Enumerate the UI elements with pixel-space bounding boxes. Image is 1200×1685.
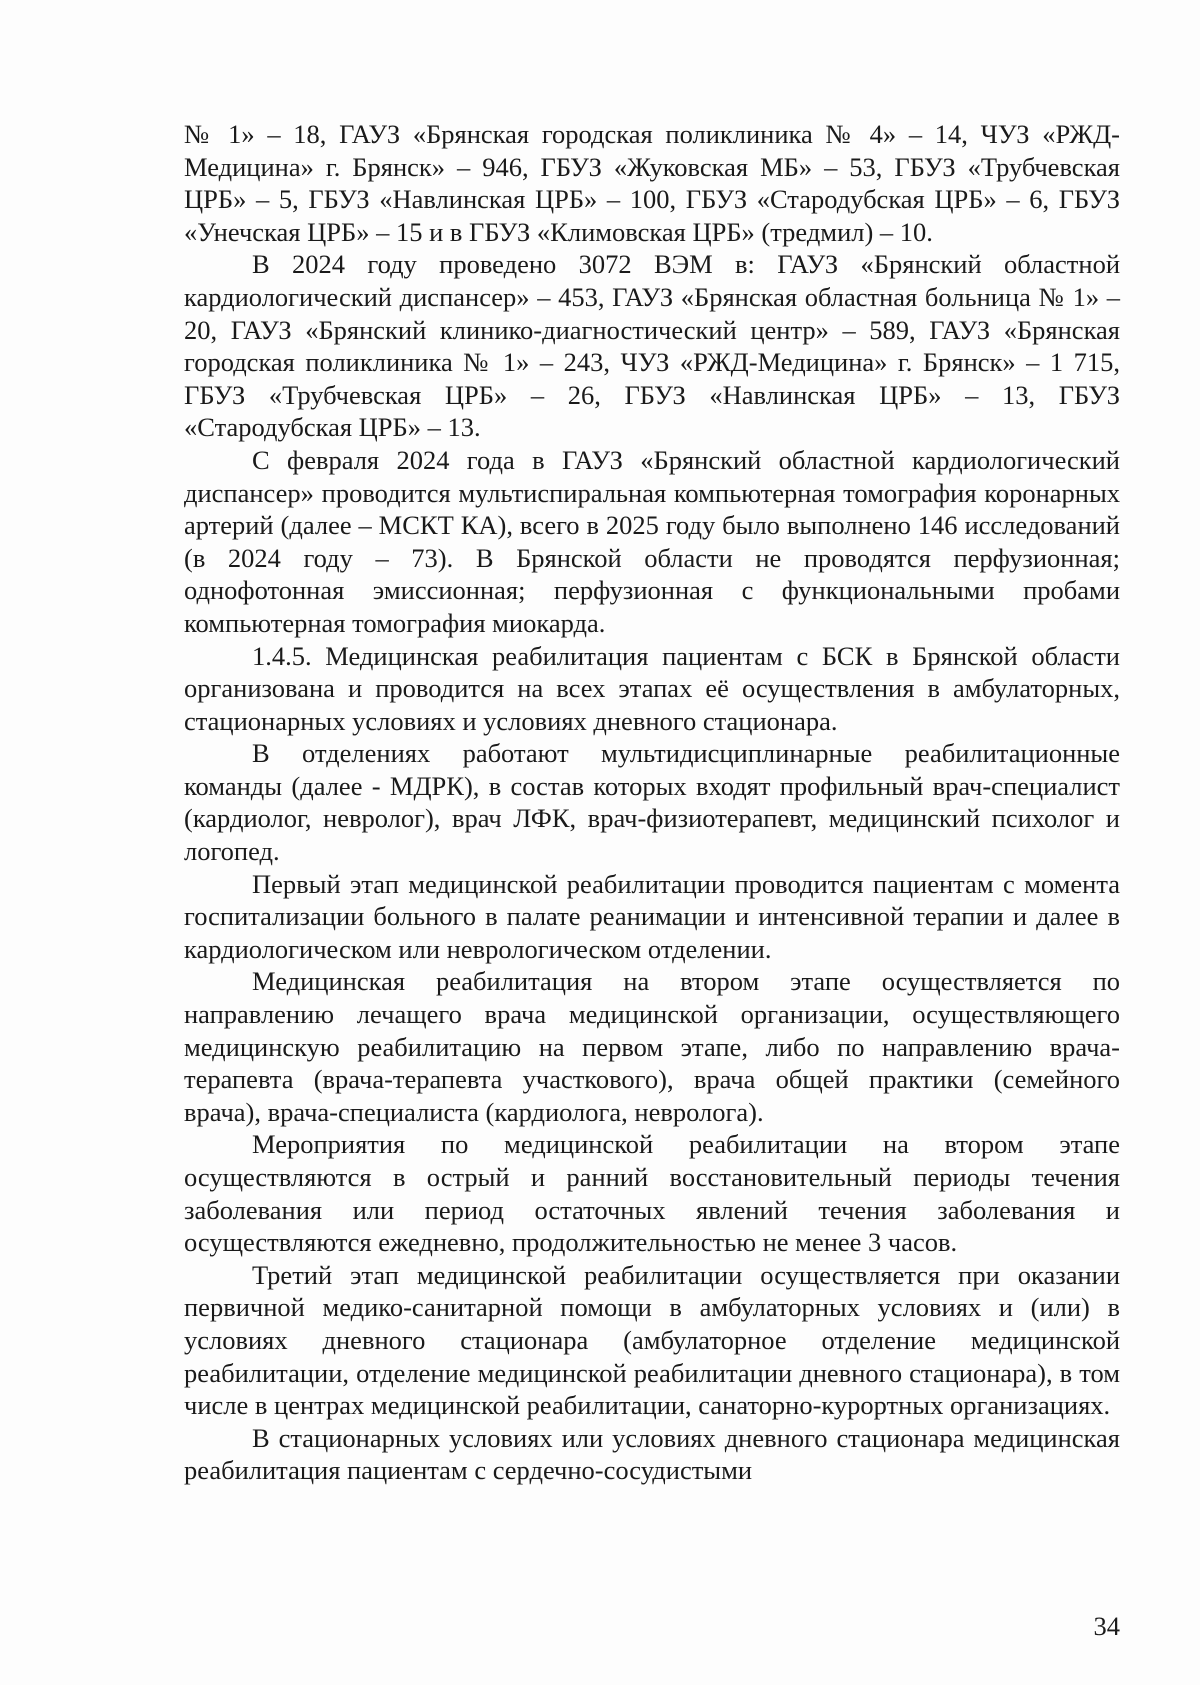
paragraph-first-stage: Первый этап медицинской реабилитации проводится пациентам с момента госпитализации больного в палате реанимации и интенсивной терапии и далее в кардиологическом или неврологическом отделении.: [184, 868, 1120, 964]
paragraph-continuation: № 1» – 18, ГАУЗ «Брянская городская поликлиника № 4» – 14, ЧУЗ «РЖД-Медицина» г. Брянск» – 946, ГБУЗ «Жуковская МБ» – 53, ГБУЗ «Трубчевская ЦРБ» – 5, ГБУЗ «Навлинская ЦРБ» – 100, ГБУЗ «Стародубская ЦРБ» – 6, ГБУЗ «Унечская ЦРБ» – 15 и в ГБУЗ «Климовская ЦРБ» (тредмил) – 10.: [184, 119, 1120, 247]
paragraph-section-1-4-5: 1.4.5. Медицинская реабилитация пациентам с БСК в Брянской области организована и проводится на всех этапах её осуществления в амбулаторных, стационарных условиях и условиях дневного стационара.: [184, 640, 1120, 736]
paragraph-msct: С февраля 2024 года в ГАУЗ «Брянский областной кардиологический диспансер» проводится мультиспиральная компьютерная томография коронарных артерий (далее – МСКТ КА), всего в 2025 году было выполнено 146 исследований (в 2024 году – 73). В Брянской области не проводятся перфузионная; однофотонная эмиссионная; перфузионная с функциональными пробами компьютерная томография миокарда.: [184, 444, 1120, 638]
paragraph-second-stage: Медицинская реабилитация на втором этапе осуществляется по направлению лечащего врача медицинской организации, осуществляющего медицинскую реабилитацию на первом этапе, либо по направлению врача-терапевта (врача-терапевта участкового), врача общей практики (семейного врача), врача-специалиста (кардиолога, невролога).: [184, 966, 1120, 1127]
paragraph-inpatient: В стационарных условиях или условиях дневного стационара медицинская реабилитация пациентам с сердечно-сосудистыми: [184, 1422, 1120, 1486]
body-text: [184, 118, 1120, 1487]
paragraph-third-stage: Третий этап медицинской реабилитации осуществляется при оказании первичной медико-санитарной помощи в амбулаторных условиях и (или) в условиях дневного стационара (амбулаторное отделение медицинской реабилитации, отделение медицинской реабилитации дневного стационара), в том числе в центрах медицинской реабилитации, санаторно-курортных организациях.: [184, 1259, 1120, 1421]
paragraph-vem-2024: В 2024 году проведено 3072 ВЭМ в: ГАУЗ «Брянский областной кардиологический диспансер» – 453, ГАУЗ «Брянская областная больница № 1» – 20, ГАУЗ «Брянский клинико-диагностический центр» – 589, ГАУЗ «Брянская городская поликлиника № 1» – 243, ЧУЗ «РЖД-Медицина» г. Брянск» – 1 715, ГБУЗ «Трубчевская ЦРБ» – 26, ГБУЗ «Навлинская ЦРБ» – 13, ГБУЗ «Стародубская ЦРБ» – 13.: [184, 249, 1120, 443]
paragraph-mdrk: В отделениях работают мультидисциплинарные реабилитационные команды (далее - МДРК), в состав которых входят профильный врач-специалист (кардиолог, невролог), врач ЛФК, врач-физиотерапевт, медицинский психолог и логопед.: [184, 738, 1120, 867]
paragraph-second-stage-measures: Мероприятия по медицинской реабилитации на втором этапе осуществляются в острый и ранний восстановительный периоды течения заболевания или период остаточных явлений течения заболевания и осуществляются ежедневно, продолжительностью не менее 3 часов.: [184, 1129, 1120, 1258]
page-number: 34: [1093, 1611, 1120, 1641]
